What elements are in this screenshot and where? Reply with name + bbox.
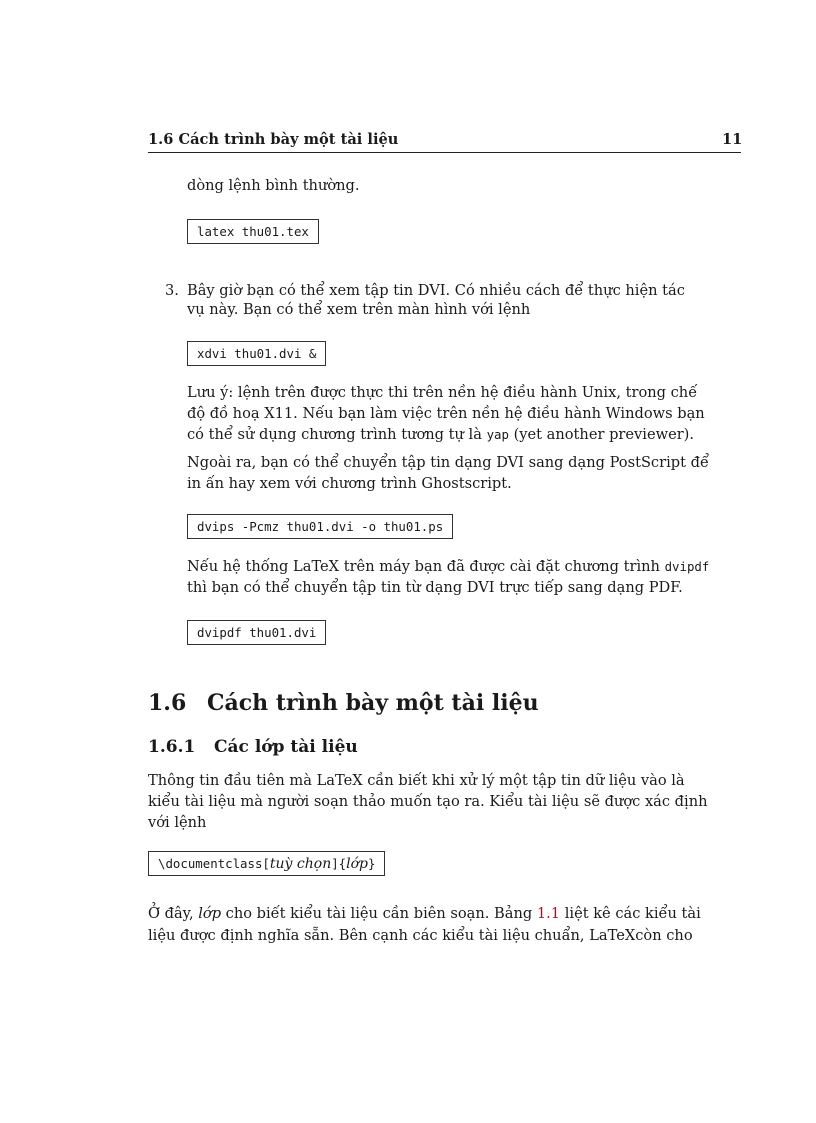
inline-code-yap: yap [486,427,509,442]
paragraph-line: dòng lệnh bình thường. [187,177,360,194]
note-line: độ đồ hoạ X11. Nếu bạn làm việc trên nền hệ điều hành Windows bạn [187,405,705,422]
header-rule [148,152,741,153]
paragraph-line: với lệnh [148,814,207,831]
code-box-latex: latex thu01.tex [187,219,319,244]
subsection-number: 1.6.1 [148,737,196,757]
paragraph-line [148,925,693,947]
note-text: (yet another previewer). [508,426,695,443]
code-text: } [368,856,376,871]
code-box-documentclass [148,851,385,876]
latex-logo: LaTeX [589,927,636,944]
latex-logo: LaTeX [293,558,340,575]
list-item-text: vụ này. Bạn có thể xem trên màn hình với lệnh [187,301,531,318]
code-placeholder-option: tuỳ chọn [269,856,332,872]
inline-code-dvipdf: dvipdf [664,559,710,574]
paragraph-text: Nếu hệ thống [187,558,294,575]
code-box-dvipdf: dvipdf thu01.dvi [187,620,326,645]
note-text: có thể sử dụng chương trình tương tự là [187,426,487,443]
emphasis-text: lớp [198,905,222,922]
page-number: 11 [722,131,743,148]
note-line [187,424,694,446]
paragraph-line [148,770,685,792]
running-head-title: 1.6 Cách trình bày một tài liệu [148,131,399,148]
subsection-title: Các lớp tài liệu [214,737,358,757]
code-placeholder-class: lớp [346,856,369,872]
paragraph-text: cho biết kiểu tài liệu cần biên soạn. Bảng [221,905,537,922]
section-title: Cách trình bày một tài liệu [207,690,539,716]
paragraph-line: Ngoài ra, bạn có thể chuyển tập tin dạng DVI sang dạng PostScript để [187,454,709,471]
paragraph-line [148,903,701,925]
latex-logo: LaTeX [316,772,363,789]
paragraph-line: kiểu tài liệu mà người soạn thảo muốn tạo ra. Kiểu tài liệu sẽ được xác định [148,793,708,810]
code-text: \documentclass[ [158,856,270,871]
table-reference-link[interactable]: 1.1 [536,905,561,922]
paragraph-text: liệu được định nghĩa sẵn. Bên cạnh các kiểu tài liệu chuẩn, [148,927,590,944]
note-line: Lưu ý: lệnh trên được thực thi trên nền hệ điều hành Unix, trong chế [187,384,698,401]
list-item-number: 3. [165,282,179,299]
list-item-text: Bây giờ bạn có thể xem tập tin DVI. Có nhiều cách để thực hiện tác [187,282,685,299]
paragraph-line: thì bạn có thể chuyển tập tin từ dạng DVI trực tiếp sang dạng PDF. [187,579,683,596]
paragraph-line: in ấn hay xem với chương trình Ghostscript. [187,475,512,492]
paragraph-text: trên máy bạn đã được cài đặt chương trình [339,558,665,575]
paragraph-text: liệt kê các kiểu tài [560,905,701,922]
code-box-dvips: dvips -Pcmz thu01.dvi -o thu01.ps [187,514,453,539]
paragraph-text: còn cho [635,927,693,944]
paragraph-text: cần biết khi xử lý một tập tin dữ liệu vào là [362,772,685,789]
paragraph-text: Thông tin đầu tiên mà [148,772,317,789]
paragraph-text: Ở đây, [148,905,199,922]
paragraph-line [187,556,709,578]
code-box-xdvi: xdvi thu01.dvi & [187,341,326,366]
section-number: 1.6 [148,690,187,716]
code-text: ]{ [331,856,347,871]
